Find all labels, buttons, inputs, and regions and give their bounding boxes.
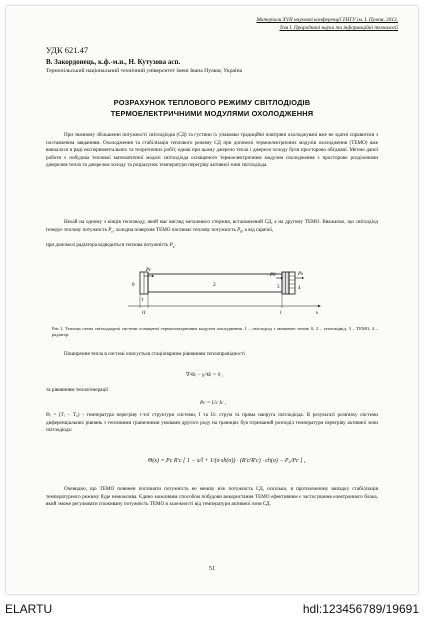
authors: В. Закордонець, к.ф.-м.н., Н. Кутузова асп. [46, 58, 181, 66]
paper-title-line-2: ТЕРМОЕЛЕКТРИЧНИМИ МОДУЛЯМИ ОХОЛОДЖЕННЯ [110, 109, 314, 118]
equation-heat-conduction: ∇²Θᵢ − γᵢ²Θᵢ = 0 , [186, 372, 223, 378]
thermal-scheme-figure [118, 264, 328, 322]
paragraph-conclusion: Очевидно, що ТЕМО повинен поглинати потужність не меншу ніж потужність СД, оскільки, в протилежному випадку стабілізація температурного режиму буде неможлива. Єдино можливим способом побудови використання ТЕМО ефективним є застосування електронного блока, який зможе регулювати споживану потужність ТЕМО в залежності від температури активної зони СД. [46, 486, 378, 508]
label-p0: P0 [270, 273, 276, 278]
running-header-volume: Том I. Природничі науки та інформаційні технології [279, 25, 398, 31]
label-3: 3 [277, 285, 280, 290]
paragraph-intro: При значному збільшенні потужності світлодіодів (СД) та густини їх упаковки традиційні повітряні охолоджувачі вже не здатні справитися з поставленим завданням. Охолодження та стабілізація теплового режиму СД при допомозі термоелектричних модулів охолодження (ТЕМО) вже вивчалося в ряді експериментальних та теоретичних робіт, однак при цьому джерело тепла і джерело холоду були просторово обєднані. Метою даної роботи є побудова теплової математичної моделі світлодіода оснащеного термоелектричним модулем охолодження з просторово розділеними джерелом тепла та джерелом холоду та розрахунок температури перегріву активної зони світлодіода. [46, 132, 378, 169]
paragraph-heat-equation-intro: Поширення тепла в системі описується стаціонарним рівнянням теплопровідності [64, 351, 245, 357]
radiator-block [289, 272, 295, 294]
figure-caption: Рис.1. Теплова схема світлодіодної системи оснащеної термоелектричним модулем охолодження. 1 – світлодіод з активною зоною 0, 2 – тепловідвід, 3 – ТЕМО, 4 – радіатор. [52, 326, 378, 337]
footer-handle[interactable]: hdl:123456789/19691 [302, 602, 419, 616]
label-l: l [280, 311, 282, 316]
label-pc: Pc [146, 268, 152, 273]
paper-page [6, 6, 418, 594]
heat-generation-label: та рівнянням теплогенерації [46, 387, 109, 393]
label-l1: l1 [142, 311, 146, 316]
label-0: 0 [132, 283, 135, 288]
label-px: Px [298, 272, 304, 277]
paragraph-setup: Нехай на одному з кінців тепловоду, який має вигляд металевого стержня, встановлений СД, а на другому ТЕМО. Вважаємо, що світлодіод генерує теплову потужність $P_c$, холодна поверхня ТЕМО поглинає теплову потужність $P_0$, а від гарячої, [46, 219, 378, 234]
paragraph-setup-cont: при допомозі радіатора відводиться теплова потужність $P_x$. [46, 242, 176, 250]
paper-title-line-1: РОЗРАХУНОК ТЕПЛОВОГО РЕЖИМУ СВІТЛОДІОДІВ [113, 98, 311, 107]
page-number: 51 [209, 566, 215, 572]
running-header-conference: Матеріали XVII наукової конференції ТНТУ ім. І. Пулюя, 2013. [256, 17, 398, 23]
label-1: 1 [141, 298, 144, 303]
label-4: 4 [298, 286, 301, 291]
label-2: 2 [213, 282, 216, 288]
udc-code: УДК 621.47 [46, 45, 89, 55]
affiliation: Тернопільський національний технічний університет імені Івана Пулюя, Україна [46, 68, 243, 74]
equation-heat-generation: Pс = Uс Iс , [200, 400, 227, 406]
label-x: x [316, 311, 319, 316]
footer-repository-name: ELARTU [5, 602, 53, 616]
equation-temperature-distribution: Θ(x) = Pc R'c [ 1 − x/l + 1/(σ sh(σ)) · (R'c/R'c) · ch(σ) − P₀/Pc ] , [148, 458, 306, 464]
paragraph-definitions: Θᵢ = (Tᵢ − T₀) - температура перегріву i-тої структури системи, I та Uс струм та пряма напруга світлодіода. В результаті розв'язку системи диференціальних рівнянь з тепловими граничними умовами другого роду на границях був отриманий розподіл температури перегріву активної зони світлодіода: [46, 412, 378, 434]
